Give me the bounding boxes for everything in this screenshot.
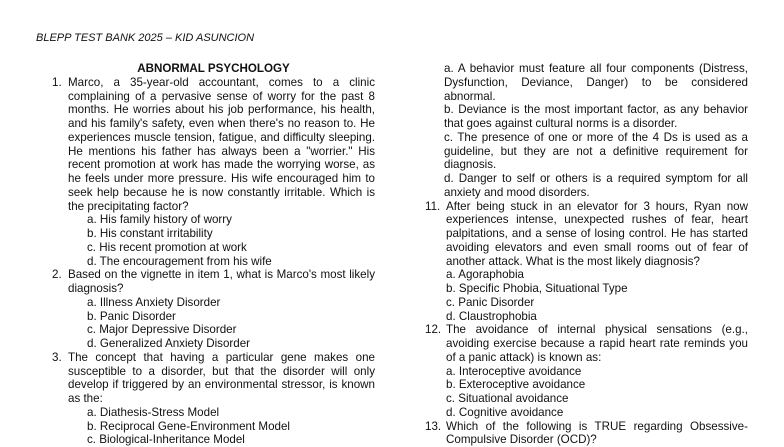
answer-option: b. Panic Disorder [68, 310, 375, 324]
answer-option: a. Agoraphobia [446, 268, 748, 282]
question-number: 13. [425, 420, 441, 434]
answer-option: c. Major Depressive Disorder [68, 323, 375, 337]
answer-option: d. Generalized Anxiety Disorder [68, 337, 375, 351]
left-column [52, 62, 375, 447]
question-number: 11. [425, 200, 440, 214]
answer-option: c. Panic Disorder [446, 296, 748, 310]
right-question-list [425, 200, 748, 447]
answer-option: c. Biological-Inheritance Model [68, 433, 375, 447]
question-text: Marco, a 35-year-old accountant, comes to a clinic complaining of a pervasive sense of worry for the past 8 months. He worries about his job performance, his health, and his family's safety, even when there's no reason to. He experiences muscle tension, fatigue, and difficulty sleeping. He mentions his father has always been a "worrier." His recent promotion at work has made the worrying worse, as he feels under more pressure. His wife encouraged him to seek help because he is now constantly irritable. Which is the precipitating factor? [68, 76, 375, 214]
answer-option: d. Danger to self or others is a required symptom for all anxiety and mood disorders. [425, 172, 748, 200]
left-question-list [52, 76, 375, 447]
right-column [425, 62, 748, 447]
question-text: Based on the vignette in item 1, what is Marco's most likely diagnosis? [68, 268, 375, 296]
answer-option: b. Deviance is the most important factor, as any behavior that goes against cultural norms is a disorder. [425, 103, 748, 131]
question-number: 12. [425, 323, 441, 337]
answer-option: d. Claustrophobia [446, 310, 748, 324]
answer-option: b. Reciprocal Gene-Environment Model [68, 420, 375, 434]
question-number: 3. [52, 351, 62, 365]
question-text: After being stuck in an elevator for 3 hours, Ryan now experiences intense, unexpected rushes of fear, heart palpitations, and a sense of losing control. He has started avoiding elevators and even small rooms out of fear of another attack. What is the most likely diagnosis? [446, 200, 748, 269]
answer-option: c. The presence of one or more of the 4 Ds is used as a guideline, but they are not a definitive requirement for diagnosis. [425, 131, 748, 172]
question-text: The concept that having a particular gene makes one susceptible to a disorder, but that the disorder will only develop if triggered by an environmental stressor, is known as the: [68, 351, 375, 406]
document-header: BLEPP TEST BANK 2025 – KID ASUNCION [36, 32, 254, 44]
question-item [425, 420, 748, 447]
continued-options [425, 62, 748, 200]
question-item [425, 200, 748, 324]
question-item [52, 76, 375, 269]
answer-option: c. Situational avoidance [446, 392, 748, 406]
section-title: ABNORMAL PSYCHOLOGY [52, 62, 375, 76]
answer-option: c. His recent promotion at work [68, 241, 375, 255]
question-item [52, 351, 375, 447]
answer-option: a. A behavior must feature all four components (Distress, Dysfunction, Deviance, Danger) to be considered abnormal. [425, 62, 748, 103]
answer-option: d. The encouragement from his wife [68, 255, 375, 269]
answer-option: a. Interoceptive avoidance [446, 365, 748, 379]
question-text: The avoidance of internal physical sensations (e.g., avoiding exercise because a rapid heart rate reminds you of a panic attack) is known as: [446, 323, 748, 364]
question-item [425, 323, 748, 419]
answer-option: b. Exteroceptive avoidance [446, 378, 748, 392]
answer-option: a. His family history of worry [68, 213, 375, 227]
question-item [52, 268, 375, 351]
question-number: 2. [52, 268, 62, 282]
answer-option: a. Diathesis-Stress Model [68, 406, 375, 420]
question-number: 1. [52, 76, 62, 90]
answer-option: d. Cognitive avoidance [446, 406, 748, 420]
question-text: Which of the following is TRUE regarding Obsessive-Compulsive Disorder (OCD)? [446, 420, 748, 447]
answer-option: a. Illness Anxiety Disorder [68, 296, 375, 310]
answer-option: b. His constant irritability [68, 227, 375, 241]
answer-option: b. Specific Phobia, Situational Type [446, 282, 748, 296]
